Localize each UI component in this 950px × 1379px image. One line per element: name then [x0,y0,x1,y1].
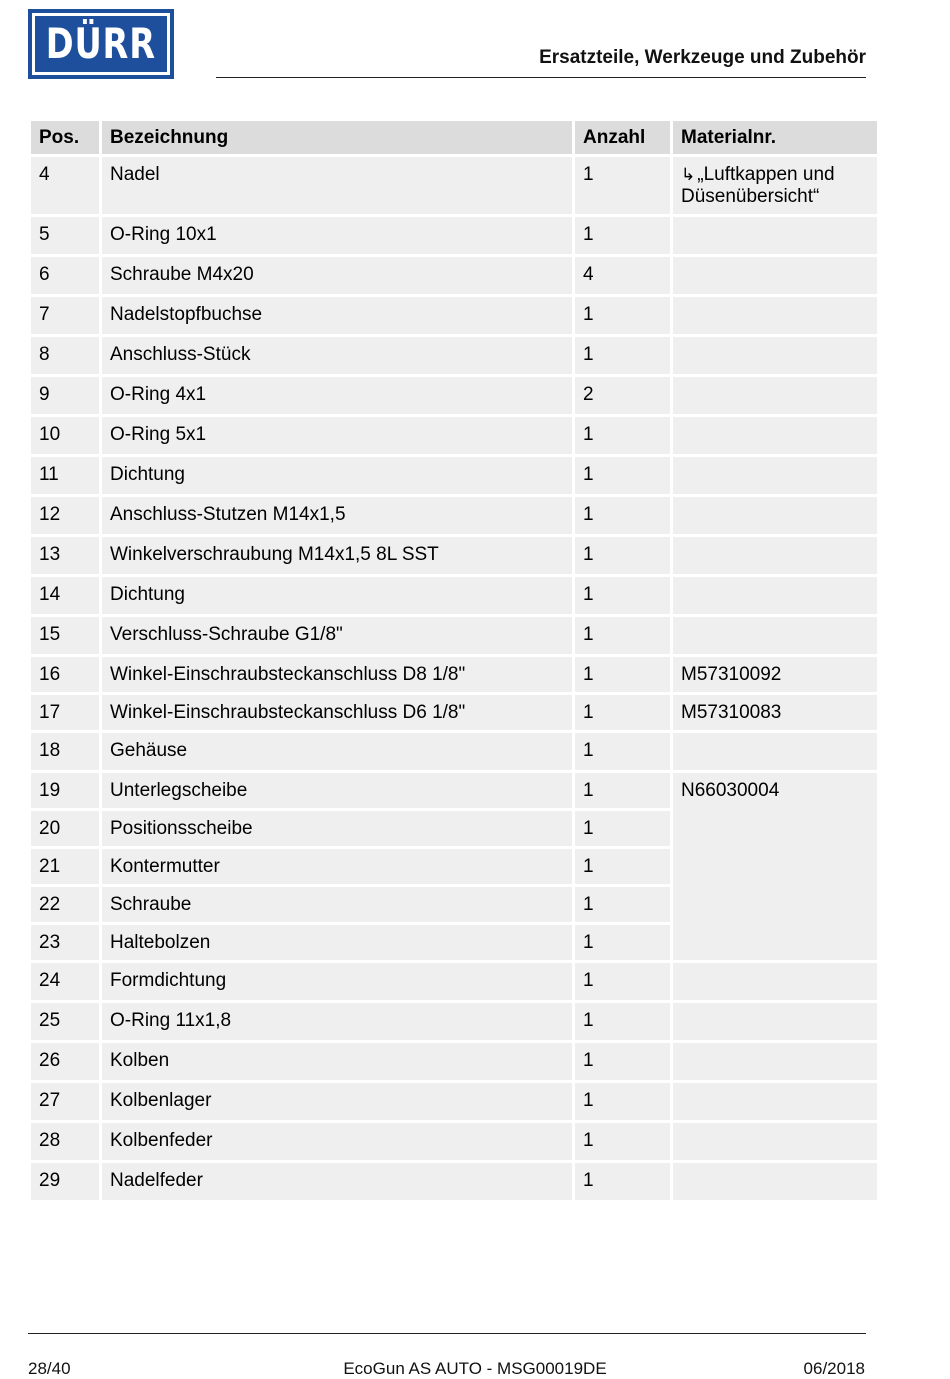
cell-anzahl: 1 [575,733,670,770]
table-row [31,617,877,654]
material-number: M57310083 [681,702,782,723]
cell-materialnr [673,1123,877,1160]
cell-anzahl: 1 [575,1083,670,1120]
material-number: M57310092 [681,664,782,685]
cell-pos: 29 [31,1163,99,1200]
cell-pos: 13 [31,537,99,574]
cell-pos: 16 [31,657,99,692]
table-row [31,497,877,534]
cell-bezeichnung: Haltebolzen [102,925,572,960]
header-bezeichnung: Bezeichnung [102,121,572,154]
header-materialnr: Materialnr. [673,121,877,154]
cell-anzahl: 1 [575,811,670,846]
cell-pos: 28 [31,1123,99,1160]
cell-bezeichnung: Dichtung [102,457,572,494]
cell-bezeichnung: O-Ring 10x1 [102,217,572,254]
cell-materialnr [673,457,877,494]
table-row [31,377,877,414]
cell-bezeichnung: Schraube [102,887,572,922]
table-row [31,733,877,770]
cell-pos: 23 [31,925,99,960]
cell-anzahl: 1 [575,497,670,534]
cell-materialnr [673,1083,877,1120]
table-row [31,577,877,614]
cell-pos: 22 [31,887,99,922]
cell-pos: 12 [31,497,99,534]
cell-anzahl: 1 [575,1043,670,1080]
cell-anzahl: 1 [575,657,670,692]
cell-anzahl: 1 [575,1123,670,1160]
cell-bezeichnung: Winkelverschraubung M14x1,5 8L SST [102,537,572,574]
durr-logo [28,9,174,79]
cell-anzahl: 1 [575,577,670,614]
cell-pos: 6 [31,257,99,294]
cell-materialnr [673,1003,877,1040]
cell-bezeichnung: O-Ring 4x1 [102,377,572,414]
cell-anzahl: 1 [575,773,670,808]
cell-anzahl: 1 [575,695,670,730]
link-arrow-icon: ↳ [681,165,696,184]
table-row [31,695,877,730]
logo-frame [32,13,170,75]
cell-pos: 20 [31,811,99,846]
cell-bezeichnung: Kolbenlager [102,1083,572,1120]
cell-anzahl: 2 [575,377,670,414]
cell-materialnr [673,657,877,692]
header-pos: Pos. [31,121,99,154]
cell-anzahl: 1 [575,217,670,254]
cell-pos: 11 [31,457,99,494]
parts-table [28,118,880,1203]
cell-bezeichnung: Formdichtung [102,963,572,1000]
cell-pos: 21 [31,849,99,884]
cell-bezeichnung: Anschluss-Stutzen M14x1,5 [102,497,572,534]
cell-materialnr [673,617,877,654]
cell-anzahl: 1 [575,157,670,214]
page-header-title: Ersatzteile, Werkzeuge und Zubehör [539,47,866,68]
table-row [31,1043,877,1080]
cell-bezeichnung: Nadelstopfbuchse [102,297,572,334]
cell-materialnr [673,497,877,534]
parts-table-body [31,157,877,1200]
cell-anzahl: 1 [575,417,670,454]
cell-pos: 8 [31,337,99,374]
table-row [31,157,877,214]
cell-materialnr[interactable] [673,157,877,214]
cell-anzahl: 1 [575,925,670,960]
cell-bezeichnung: Nadel [102,157,572,214]
cell-materialnr [673,963,877,1000]
cell-pos: 25 [31,1003,99,1040]
cell-materialnr [673,577,877,614]
cell-pos: 10 [31,417,99,454]
table-row [31,1163,877,1200]
cell-materialnr [673,217,877,254]
cell-bezeichnung: Anschluss-Stück [102,337,572,374]
cell-materialnr [673,1163,877,1200]
cross-reference-link[interactable]: „Luftkappen und Düsenübersicht“ [681,164,835,207]
cell-pos: 14 [31,577,99,614]
cell-pos: 19 [31,773,99,808]
table-row [31,217,877,254]
cell-anzahl: 1 [575,963,670,1000]
document-id: EcoGun AS AUTO - MSG00019DE [343,1359,607,1378]
cell-pos: 18 [31,733,99,770]
table-row [31,1003,877,1040]
cell-anzahl: 1 [575,1163,670,1200]
table-row [31,1083,877,1120]
material-number: N66030004 [681,780,780,801]
cell-bezeichnung: Kolben [102,1043,572,1080]
cell-bezeichnung: Nadelfeder [102,1163,572,1200]
cell-bezeichnung: Winkel-Einschraubsteckanschluss D6 1/8" [102,695,572,730]
cell-bezeichnung: Verschluss-Schraube G1/8" [102,617,572,654]
footer-divider [28,1333,866,1334]
cell-bezeichnung: Gehäuse [102,733,572,770]
cell-anzahl: 1 [575,337,670,374]
cell-pos: 5 [31,217,99,254]
cell-anzahl: 1 [575,537,670,574]
cell-bezeichnung: Winkel-Einschraubsteckanschluss D8 1/8" [102,657,572,692]
cell-pos: 24 [31,963,99,1000]
cell-materialnr [673,695,877,730]
cell-bezeichnung: Schraube M4x20 [102,257,572,294]
table-row [31,297,877,334]
cell-pos: 4 [31,157,99,214]
cell-anzahl: 1 [575,1003,670,1040]
cell-anzahl: 1 [575,297,670,334]
cell-materialnr [673,537,877,574]
cell-bezeichnung: O-Ring 11x1,8 [102,1003,572,1040]
cell-pos: 7 [31,297,99,334]
cell-pos: 26 [31,1043,99,1080]
table-row [31,963,877,1000]
table-header-row [31,121,877,154]
cell-materialnr [673,733,877,770]
document-date: 06/2018 [803,1359,865,1378]
header-anzahl: Anzahl [575,121,670,154]
cell-materialnr [673,773,877,960]
cell-bezeichnung: Dichtung [102,577,572,614]
table-row [31,1123,877,1160]
table-row [31,417,877,454]
cell-pos: 15 [31,617,99,654]
cell-materialnr [673,417,877,454]
table-row [31,257,877,294]
cell-pos: 17 [31,695,99,730]
cell-pos: 27 [31,1083,99,1120]
cell-bezeichnung: Positionsscheibe [102,811,572,846]
table-row [31,657,877,692]
cell-anzahl: 1 [575,457,670,494]
cell-materialnr [673,337,877,374]
logo-text: DÜRR [45,19,157,68]
cell-materialnr [673,257,877,294]
cell-anzahl: 1 [575,617,670,654]
cell-anzahl: 1 [575,849,670,884]
cell-anzahl: 4 [575,257,670,294]
cell-pos: 9 [31,377,99,414]
header-divider [216,77,866,78]
page-number: 28/40 [28,1359,71,1378]
cell-bezeichnung: Kolbenfeder [102,1123,572,1160]
cell-materialnr [673,1043,877,1080]
cell-materialnr [673,297,877,334]
table-row [31,457,877,494]
table-row [31,773,877,808]
cell-bezeichnung: Unterlegscheibe [102,773,572,808]
cell-materialnr [673,377,877,414]
table-row [31,537,877,574]
table-row [31,337,877,374]
cell-bezeichnung: Kontermutter [102,849,572,884]
cell-bezeichnung: O-Ring 5x1 [102,417,572,454]
cell-anzahl: 1 [575,887,670,922]
